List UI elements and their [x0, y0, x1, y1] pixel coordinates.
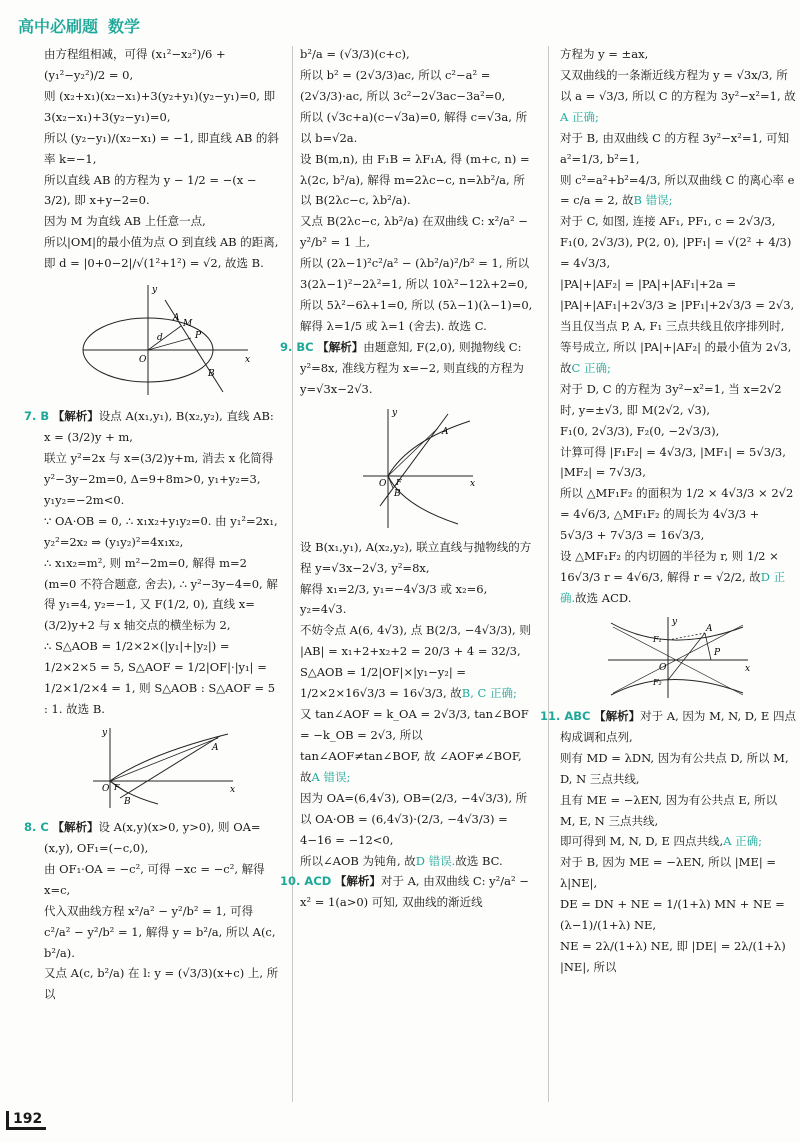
point-label: A — [173, 313, 180, 324]
text-line: ∵ OA·OB = 0, ∴ x₁x₂+y₁y₂=0. 由 y₁²=2x₁, y₂²=2x₂ ⇒ (y₁y₂)²=4x₁x₂, — [44, 513, 278, 549]
text-line: 所以 (√3c+a)(c−√3a)=0, 解得 c=√3a, 所以 b=√2a. — [300, 109, 528, 145]
text-line: F₁(0, 2√3/3), F₂(0, −2√3/3), — [560, 423, 720, 438]
axis-label: y — [152, 285, 158, 296]
axis-label: y — [672, 616, 678, 627]
verdict-wrong: D 错误. — [415, 853, 456, 868]
point-label: M — [183, 319, 193, 330]
axis-label: y — [102, 727, 108, 738]
question-number: 7. B — [24, 409, 50, 424]
point-label: B — [394, 488, 401, 499]
figure-parabola-line — [358, 406, 478, 531]
text-line: 解得 x₁=2/3, y₁=−4√3/3 或 x₂=6, y₂=4√3. — [300, 581, 488, 617]
text-line: 因为 M 为直线 AB 上任意一点, — [44, 214, 206, 229]
figure-parabola — [88, 726, 238, 811]
text-line: 对于 A, 由双曲线 C: y²/a² − x² = 1(a>0) 可知, 双曲线的渐近线 — [300, 874, 529, 910]
point-label: A — [442, 426, 449, 437]
verdict-correct: A 正确; — [560, 109, 599, 124]
point-label: A — [212, 742, 219, 753]
column-1 — [24, 44, 282, 1102]
text-line: 代入双曲线方程 x²/a² − y²/b² = 1, 可得 c²/a² − y²/b² = 1, 解得 y = b²/a, 所以 A(c, b²/a). — [44, 903, 276, 960]
text-line: 对于 B, 因为 ME = −λEN, 所以 |ME| = λ|NE|, — [560, 855, 777, 891]
axis-label: x — [745, 663, 751, 674]
point-label: P — [195, 331, 202, 342]
text-line: 又双曲线的一条渐近线方程为 y = √3x/3, 所以 a = √3/3, 所以 C 的方程为 3y²−x²=1, 故 — [560, 67, 796, 103]
text-line: 对于 B, 由双曲线 C 的方程 3y²−x²=1, 可知 a²=1/3, b²=1, — [560, 130, 790, 166]
subject-label: 数学 — [108, 17, 141, 36]
text-line: 计算可得 |F₁F₂| = 4√3/3, |MF₁| = 5√3/3, |MF₂| = 7√3/3, — [560, 444, 786, 480]
text-line: 对于 D, C 的方程为 3y²−x²=1, 当 x=2√2 时, y=±√3, 即 M(2√2, √3), — [560, 381, 782, 417]
column-3 — [540, 44, 796, 1102]
text-line: 则 c²=a²+b²=4/3, 所以双曲线 C 的离心率 e = c/a = 2, 故 — [560, 172, 795, 208]
point-label: d — [157, 333, 163, 344]
text-line: 则有 MD = λDN, 因为有公共点 D, 所以 M, D, N 三点共线, — [560, 750, 789, 786]
text-line: ∴ S△AOB = 1/2×2×(|y₁|+|y₂|) = 1/2×2×5 = 5, S△AOF = 1/2|OF|·|y₁| = 1/2×1/2×4 = 1, 则 S△AOB : S△AOF = 5 : 1. 故选 B. — [44, 639, 276, 717]
text-line: 又 tan∠AOF = k_OA = 2√3/3, tan∠BOF = −k_OB = 2√3, 所以 tan∠AOF≠tan∠BOF, 故 ∠AOF≠∠BOF, 故 — [300, 707, 529, 784]
point-label: O — [102, 783, 110, 794]
column-divider — [548, 46, 549, 1102]
text-line: 所以|OM|的最小值为点 O 到直线 AB 的距离, 即 d = |0+0−2|/√(1²+1²) = √2, 故选 B. — [44, 235, 279, 271]
page-header — [18, 14, 140, 44]
point-label: F₂ — [653, 677, 662, 687]
point-label: A — [706, 623, 713, 634]
verdict-correct: D 正确. — [560, 570, 786, 605]
point-label: O — [139, 355, 147, 366]
point-label: B — [208, 369, 215, 380]
verdict-correct: C 正确; — [571, 360, 611, 375]
figure-hyperbola — [603, 615, 753, 700]
analysis-tag: 【解析】 — [317, 339, 364, 354]
text-line: 设 A(x,y)(x>0, y>0), 则 OA=(x,y), OF₁=(−c,0), — [44, 819, 261, 855]
point-label: O — [659, 662, 667, 673]
text-line: 由方程组相减，可得 (x₁²−x₂²)/6 + (y₁²−y₂²)/2 = 0, — [44, 47, 226, 82]
text-line: ∴ x₁x₂=m², 则 m²−2m=0, 解得 m=2 (m=0 不符合题意, 舍去), ∴ y²−3y−4=0, 解得 y₁=4, y₂=−1, 又 F(1/2, 0), 直线 x=(3/2)y+2 与 x 轴交点的横坐标为 2, — [44, 555, 278, 633]
axis-label: x — [470, 478, 476, 489]
analysis-tag: 【解析】 — [52, 409, 99, 424]
axis-label: x — [230, 784, 236, 795]
analysis-tag: 【解析】 — [594, 708, 641, 723]
text-line: 又点 A(c, b²/a) 在 l: y = (√3/3)(x+c) 上, 所以 — [44, 966, 279, 1002]
text-line: 即可得到 M, N, D, E 四点共线, — [560, 834, 724, 849]
text-line: 设 △MF₁F₂ 的内切圆的半径为 r, 则 1/2 × 16√3/3 r = 4√6/3, 解得 r = √2/2, 故 — [560, 549, 779, 585]
column-2 — [280, 44, 536, 1102]
question-number: 9. BC — [280, 339, 314, 354]
text-line: 因为 OA=(6,4√3), OB=(2/3, −4√3/3), 所以 OA·OB = (6,4√3)·(2/3, −4√3/3) = 4−16 = −12<0, — [300, 790, 528, 847]
text-line: 所以 (2λ−1)²c²/a² − (λb²/a)²/b² = 1, 所以 3(2λ−1)²−2λ²=1, 所以 10λ²−12λ+2=0, 所以 5λ²−6λ+1=0, 所以 (5λ−1)(λ−1)=0, 解得 λ=1/5 或 λ=1 (舍去). 故选 C. — [300, 256, 533, 333]
text-line: 故选 BC. — [455, 853, 503, 868]
verdict-wrong: A 错误; — [311, 769, 351, 784]
text-line: 设点 A(x₁,y₁), B(x₂,y₂), 直线 AB: x = (3/2)y + m, — [44, 409, 274, 445]
verdict-correct: B, C 正确; — [461, 686, 517, 701]
text-line: 对于 C, 如图, 连接 AF₁, PF₁, c = 2√3/3, — [560, 214, 776, 229]
axis-label: x — [245, 355, 251, 366]
text-line: b²/a = (√3/3)(c+c), — [300, 47, 410, 61]
text-line: 由 OF₁·OA = −c², 可得 −xc = −c², 解得 x=c, — [44, 861, 265, 897]
point-label: P — [714, 647, 721, 658]
figure-ellipse — [73, 280, 253, 400]
point-label: O — [379, 478, 387, 489]
text-line: 联立 y²=2x 与 x=(3/2)y+m, 消去 x 化简得 y²−3y−2m=0, Δ=9+8m>0, y₁+y₂=3, y₁y₂=−2m<0. — [44, 450, 274, 507]
text-line: 所以 △MF₁F₂ 的面积为 1/2 × 4√3/3 × 2√2 = 4√6/3, △MF₁F₂ 的周长为 4√3/3 + 5√3/3 + 7√3/3 = 16√3/3, — [560, 486, 794, 543]
column-divider — [292, 46, 293, 1102]
analysis-tag: 【解析】 — [334, 874, 381, 889]
book-title: 高中必刷题 — [18, 17, 99, 36]
page-number: 192 — [6, 1111, 46, 1130]
text-line: |PA|+|AF₂| = |PA|+|AF₁|+2a = |PA|+|AF₁|+2√3/3 ≥ |PF₁|+2√3/3 = 2√3, — [560, 277, 795, 313]
text-line: 且有 ME = −λEN, 因为有公共点 E, 所以 M, E, N 三点共线, — [560, 792, 778, 828]
text-line: F₁(0, 2√3/3), P(2, 0), |PF₁| = √(2² + 4/3) = 4√3/3, — [560, 235, 792, 271]
verdict-wrong: B 错误; — [633, 193, 673, 208]
analysis-tag: 【解析】 — [52, 819, 99, 834]
text-line: 所以∠AOB 为钝角, 故 — [300, 853, 416, 868]
text-line: 则 (x₂+x₁)(x₂−x₁)+3(y₂+y₁)(y₂−y₁)=0, 即 3(x₂−x₁)+3(y₂−y₁)=0, — [44, 88, 276, 124]
text-line: 由题意知, F(2,0), 则抛物线 C: y²=8x, 准线方程为 x=−2, 则直线的方程为 y=√3x−2√3. — [300, 339, 524, 396]
axis-label: y — [392, 407, 398, 418]
text-line: S△AOB = 1/2|OF|×|y₁−y₂| = 1/2×2×16√3/3 = 16√3/3, 故 — [300, 665, 467, 701]
text-line: 设 B(x₁,y₁), A(x₂,y₂), 联立直线与抛物线的方程 y=√3x−2√3, y²=8x, — [300, 539, 532, 575]
point-label: F — [396, 477, 402, 487]
text-line: 又点 B(2λc−c, λb²/a) 在双曲线 C: x²/a² − y²/b² = 1 上, — [300, 214, 528, 250]
point-label: F — [114, 782, 120, 792]
text-line: 所以 (y₂−y₁)/(x₂−x₁) = −1, 即直线 AB 的斜率 k=−1, — [44, 130, 279, 166]
text-line: 所以 b² = (2√3/3)ac, 所以 c²−a² = (2√3/3)·ac, 所以 3c²−2√3ac−3a²=0, — [300, 67, 506, 103]
text-line: 不妨令点 A(6, 4√3), 点 B(2/3, −4√3/3), 则 |AB| = x₁+2+x₂+2 = 20/3 + 4 = 32/3, — [300, 623, 531, 659]
text-line: 所以直线 AB 的方程为 y − 1/2 = −(x − 3/2), 即 x+y−2=0. — [44, 172, 257, 208]
question-number: 8. C — [24, 819, 49, 834]
text-line: 对于 A, 因为 M, N, D, E 四点构成调和点列, — [560, 708, 796, 744]
text-line: NE = 2λ/(1+λ) NE, 即 |DE| = 2λ/(1+λ) |NE|, 所以 — [560, 939, 786, 974]
verdict-correct: A 正确; — [723, 834, 763, 849]
text-line: 当且仅当点 P, A, F₁ 三点共线且依序排列时, 等号成立, 所以 |PA|+|AF₂| 的最小值为 2√3, 故 — [560, 318, 792, 375]
text-line: 方程为 y = ±ax, — [560, 47, 649, 61]
text-line: 设 B(m,n), 由 F₁B = λF₁A, 得 (m+c, n) = λ(2c, b²/a), 解得 m=2λc−c, n=λb²/a, 所以 B(2λc−c, λb²/a). — [300, 151, 530, 208]
question-number: 11. ABC — [540, 708, 591, 723]
point-label: B — [124, 796, 131, 807]
point-label: F₁ — [653, 634, 662, 644]
text-line: DE = DN + NE = 1/(1+λ) MN + NE = (λ−1)/(1+λ) NE, — [560, 897, 785, 933]
question-number: 10. ACD — [280, 874, 332, 889]
text-line: 故选 ACD. — [575, 590, 632, 605]
